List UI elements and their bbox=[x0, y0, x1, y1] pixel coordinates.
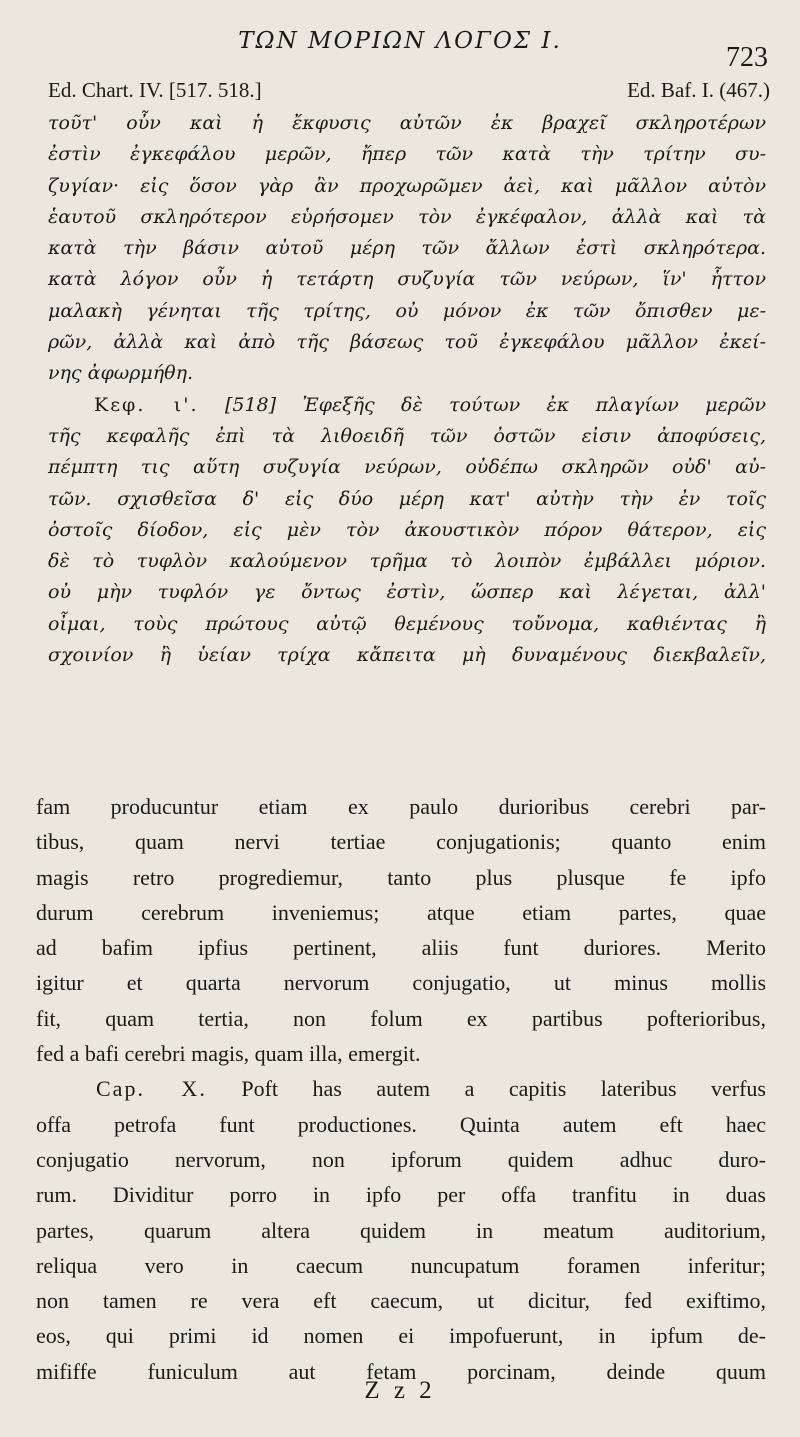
latin-chapter-text: Poft has autem a capitis lateribus verfus bbox=[241, 1076, 766, 1102]
greek-line: ἐστὶν ἐγκεφάλου μερῶν, ἤπερ τῶν κατὰ τὴν τρίτην συ- bbox=[48, 143, 766, 166]
latin-line: reliqua vero in caecum nuncupatum foramen inferitur; bbox=[36, 1252, 766, 1278]
greek-line: τῶν. σχισθεῖσα δ' εἰς δύο μέρη κατ' αὐτὴν τὴν ἐν τοῖς bbox=[48, 487, 766, 510]
latin-line: durum cerebrum inveniemus; atque etiam partes, quae bbox=[36, 899, 766, 925]
greek-line: νης ἀφωρμήθη. bbox=[48, 362, 194, 385]
greek-line: πέμπτη τις αὕτη συζυγία νεύρων, οὐδέπω σκληρῶν οὐδ' αὐ- bbox=[48, 456, 766, 479]
greek-chapter-label: Κεφ. ι'. bbox=[94, 393, 199, 416]
greek-line: ὀστοῖς δίοδον, εἰς μὲν τὸν ἀκουστικὸν πόρον θάτερον, εἰς bbox=[48, 518, 766, 541]
greek-text-block bbox=[48, 108, 766, 671]
greek-line: οἶμαι, τοὺς πρώτους αὐτῷ θεμένους τοὔνομα, καθιέντας ἢ bbox=[48, 612, 766, 635]
latin-line: non tamen re vera eft caecum, ut dicitur, fed exiftimo, bbox=[36, 1288, 766, 1314]
latin-line: fam producuntur etiam ex paulo durioribus cerebri par- bbox=[36, 794, 766, 819]
latin-line: igitur et quarta nervorum conjugatio, ut minus mollis bbox=[36, 970, 766, 996]
running-title: ΤΩΝ ΜΟΡΙΩΝ ΛΟΓΟΣ Ι. bbox=[238, 28, 562, 54]
greek-line: οὐ μὴν τυφλόν γε ὄντως ἐστὶν, ὥσπερ καὶ λέγεται, ἀλλ' bbox=[48, 581, 766, 604]
latin-line: conjugatio nervorum, non ipforum quidem adhuc duro- bbox=[36, 1146, 766, 1172]
latin-line: rum. Dividitur porro in ipfo per offa tranfitu in duas bbox=[36, 1182, 766, 1208]
latin-line: offa petrofa funt productiones. Quinta autem eft haec bbox=[36, 1111, 766, 1137]
latin-line: magis retro progrediemur, tanto plus plusque fe ipfo bbox=[36, 864, 766, 890]
greek-line: κατὰ λόγον οὖν ἡ τετάρτη συζυγία τῶν νεύρων, ἵν' ἧττον bbox=[48, 268, 766, 291]
greek-chapter-line bbox=[48, 390, 766, 421]
signature-mark: Z z 2 bbox=[364, 1377, 436, 1404]
greek-line: τῆς κεφαλῆς ἐπὶ τὰ λιθοειδῆ τῶν ὀστῶν εἰσιν ἀποφύσεις, bbox=[48, 424, 766, 447]
greek-line: σχοινίον ἢ ὑείαν τρίχα κἄπειτα μὴ δυναμένους διεκβαλεῖν, bbox=[48, 644, 766, 667]
latin-line: fit, quam tertia, non folum ex partibus pofterioribus, bbox=[36, 1005, 766, 1031]
greek-chapter-text: [518] Ἐφεξῆς δὲ τούτων ἐκ πλαγίων μερῶν bbox=[224, 393, 766, 416]
latin-line: fed a bafi cerebri magis, quam illa, emergit. bbox=[36, 1041, 421, 1067]
greek-line: κατὰ τὴν βάσιν αὐτοῦ μέρη τῶν ἄλλων ἐστὶ σκληρότερα. bbox=[48, 237, 766, 260]
greek-line: τοῦτ' οὖν καὶ ἡ ἔκφυσις αὐτῶν ἐκ βραχεῖ σκληροτέρων bbox=[48, 112, 766, 134]
greek-line: ζυγίαν· εἰς ὅσον γὰρ ἂν προχωρῶμεν ἀεὶ, καὶ μᾶλλον αὐτὸν bbox=[48, 174, 766, 197]
latin-chapter-label: Cap. X. bbox=[96, 1076, 207, 1102]
edition-reference-line bbox=[48, 78, 770, 103]
page-number: 723 bbox=[726, 42, 768, 73]
edition-right: Ed. Baf. I. (467.) bbox=[627, 78, 770, 102]
latin-line: eos, qui primi id nomen ei impofuerunt, in ipfum de- bbox=[36, 1323, 766, 1349]
latin-line: ad bafim ipfius pertinent, aliis funt duriores. Merito bbox=[36, 935, 766, 961]
greek-line: μαλακὴ γένηται τῆς τρίτης, οὐ μόνον ἐκ τῶν ὄπισθεν με- bbox=[48, 299, 766, 322]
edition-left: Ed. Chart. IV. [517. 518.] bbox=[48, 78, 262, 102]
greek-line: δὲ τὸ τυφλὸν καλούμενον τρῆμα τὸ λοιπὸν ἐμβάλλει μόριον. bbox=[48, 550, 766, 573]
latin-chapter-line bbox=[36, 1071, 766, 1106]
greek-line: ἑαυτοῦ σκληρότερον εὑρήσομεν τὸν ἐγκέφαλον, ἀλλὰ καὶ τὰ bbox=[48, 205, 766, 228]
latin-line: partes, quarum altera quidem in meatum auditorium, bbox=[36, 1217, 766, 1243]
latin-text-block bbox=[36, 789, 766, 1389]
latin-line: tibus, quam nervi tertiae conjugationis; quanto enim bbox=[36, 829, 766, 855]
latin-line: mififfe funiculum aut fetam porcinam, deinde quum bbox=[36, 1358, 766, 1384]
greek-line: ρῶν, ἀλλὰ καὶ ἀπὸ τῆς βάσεως τοῦ ἐγκεφάλου μᾶλλον ἐκεί- bbox=[48, 331, 766, 354]
